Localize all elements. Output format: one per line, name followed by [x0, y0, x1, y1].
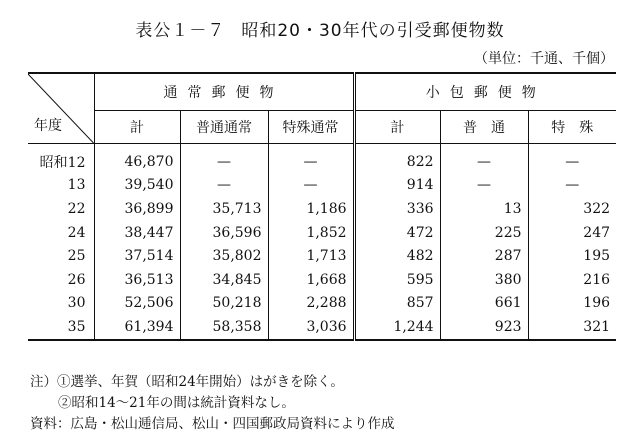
- year-cell: 昭和12: [28, 144, 94, 174]
- year-header: 年度: [34, 118, 62, 134]
- table-row: [28, 174, 616, 198]
- value-cell: 13: [440, 197, 528, 221]
- col-header-parcel-special: 特 殊: [528, 111, 616, 144]
- value-cell: 1,244: [354, 315, 440, 340]
- table-row: [28, 315, 616, 340]
- group-header-parcel-post: 小包郵便物: [354, 73, 616, 111]
- unit-note: （単位：千通、千個）: [474, 51, 614, 67]
- value-cell: —: [440, 144, 528, 174]
- year-cell: 35: [28, 315, 94, 340]
- value-cell: 336: [354, 197, 440, 221]
- value-cell: 34,845: [180, 268, 268, 292]
- value-cell: 38,447: [94, 221, 180, 245]
- value-cell: 216: [583, 271, 611, 288]
- value-cell: 923: [440, 315, 528, 340]
- value-cell: 321: [583, 318, 611, 335]
- value-cell: 472: [354, 221, 440, 245]
- table-row: [28, 197, 616, 221]
- value-cell: 3,036: [268, 315, 354, 340]
- table-row: [28, 268, 616, 292]
- value-cell: 1,186: [268, 197, 354, 221]
- year-cell: 13: [28, 174, 94, 198]
- col-header-parcel-regular: 普 通: [440, 111, 528, 144]
- source-line: 資料：広島・松山逓信局、松山・四国郵政局資料により作成: [30, 416, 395, 432]
- value-cell: 39,540: [94, 174, 180, 198]
- value-cell: 1,668: [268, 268, 354, 292]
- value-cell: 822: [354, 144, 440, 174]
- value-cell: 58,358: [180, 315, 268, 340]
- value-cell: 1,713: [268, 244, 354, 268]
- table-number: 表公１－７: [135, 21, 226, 41]
- value-cell: 35,802: [180, 244, 268, 268]
- table-row: [28, 292, 616, 316]
- corner-header: [28, 73, 94, 144]
- value-cell: 195: [583, 248, 611, 265]
- value-cell: 322: [583, 200, 611, 217]
- year-cell: 25: [28, 244, 94, 268]
- value-cell: 1,852: [268, 221, 354, 245]
- col-header-parcel-total: 計: [354, 111, 440, 144]
- table-title: [0, 16, 640, 41]
- col-header-ordinary-total: 計: [94, 111, 180, 144]
- value-cell: 661: [440, 292, 528, 316]
- value-cell: 196: [583, 295, 611, 312]
- value-cell: 482: [354, 244, 440, 268]
- year-cell: 24: [28, 221, 94, 245]
- value-cell: 61,394: [94, 315, 180, 340]
- year-cell: 26: [28, 268, 94, 292]
- table-row: [28, 144, 616, 174]
- value-cell: 595: [354, 268, 440, 292]
- year-cell: 22: [28, 197, 94, 221]
- value-cell: 52,506: [94, 292, 180, 316]
- group-header-ordinary-mail: 通常郵便物: [94, 73, 354, 111]
- value-cell: 247: [583, 224, 611, 241]
- year-cell: 30: [28, 292, 94, 316]
- value-cell: —: [565, 177, 580, 194]
- value-cell: 50,218: [180, 292, 268, 316]
- value-cell: —: [440, 174, 528, 198]
- value-cell: 46,870: [94, 144, 180, 174]
- value-cell: 35,713: [180, 197, 268, 221]
- value-cell: —: [565, 153, 580, 170]
- value-cell: 2,288: [268, 292, 354, 316]
- value-cell: —: [268, 174, 354, 198]
- value-cell: 380: [440, 268, 528, 292]
- note-line-2: ②昭和14～21年の間は統計資料なし。: [58, 395, 295, 411]
- table-row: [28, 221, 616, 245]
- note-line-1: 注）①選挙、年賀（昭和24年開始）はがきを除く。: [30, 374, 344, 390]
- value-cell: 287: [440, 244, 528, 268]
- value-cell: 914: [354, 174, 440, 198]
- table-notes: [30, 372, 395, 435]
- table-body: [28, 144, 616, 340]
- value-cell: 37,514: [94, 244, 180, 268]
- value-cell: 36,513: [94, 268, 180, 292]
- value-cell: 36,596: [180, 221, 268, 245]
- value-cell: —: [180, 144, 268, 174]
- value-cell: 36,899: [94, 197, 180, 221]
- table-row: [28, 244, 616, 268]
- col-header-ordinary-special: 特殊通常: [268, 111, 354, 144]
- value-cell: 857: [354, 292, 440, 316]
- value-cell: —: [268, 144, 354, 174]
- col-header-ordinary-regular: 普通通常: [180, 111, 268, 144]
- value-cell: 225: [440, 221, 528, 245]
- mail-volume-table: [28, 72, 616, 341]
- value-cell: —: [180, 174, 268, 198]
- table-title-text: 昭和20・30年代の引受郵便物数: [241, 21, 505, 41]
